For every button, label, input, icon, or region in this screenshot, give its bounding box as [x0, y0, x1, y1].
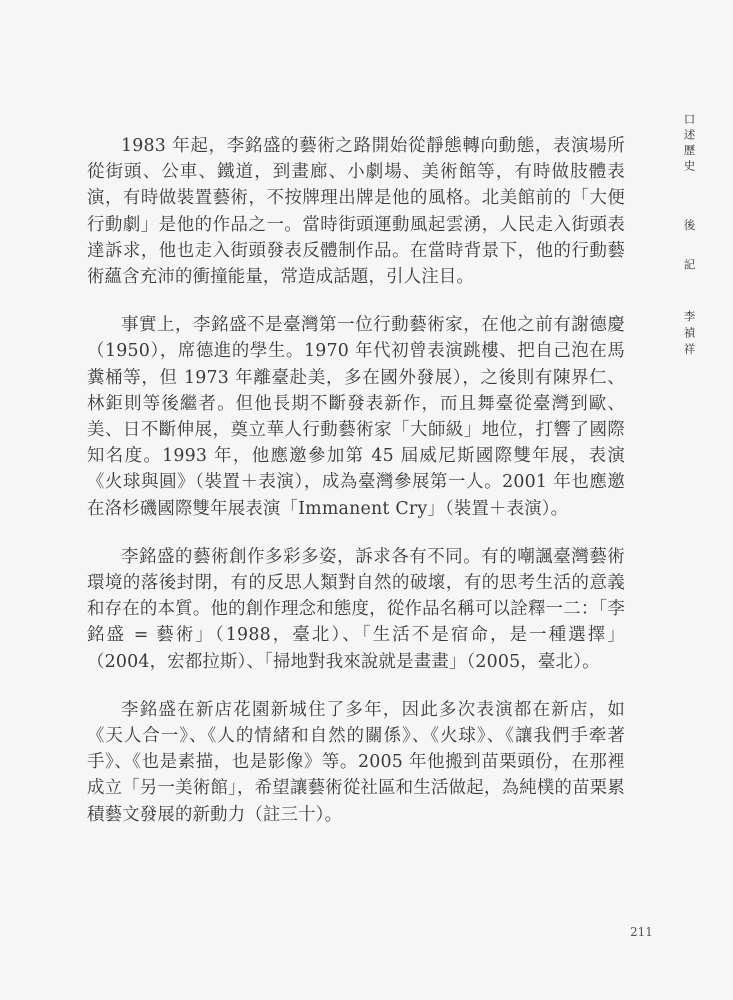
author-name: 李禎祥 [682, 310, 697, 360]
page-number: 211 [630, 925, 653, 939]
paragraph-4: 李銘盛在新店花園新城住了多年，因此多次表演都在新店，如《天人合一》、《人的情緒和自然的關係》、《火球》、《讓我們手牽著手》、《也是素描，也是影像》等。2005 年他搬到苗栗頭份，在那裡成立「另一美術館」，希望讓藝術從社區和生活做起，為純樸的苗栗累積藝文發展的新動力（註三十）。 [87, 699, 625, 825]
section-label-second: 記 [682, 258, 697, 272]
section-label [683, 219, 696, 272]
body-text [87, 133, 625, 850]
paragraph-2: 事實上，李銘盛不是臺灣第一位行動藝術家，在他之前有謝德慶（1950），席德進的學生。1970 年代初曾表演跳樓、把自己泡在馬糞桶等，但 1973 年離臺赴美，多在國外發展），之後則有陳界仁、林鉅則等後繼者。但他長期不斷發表新作，而且舞臺從臺灣到歐、美、日不斷伸展，奠立華人行動藝術家「大師級」地位，打響了國際知名度。1993 年，他應邀參加第 45 屆威尼斯國際雙年展，表演《火球與圓》（裝置＋表演），成為臺灣參展第一人。2001 年也應邀在洛杉磯國際雙年展表演「Immanent Cry」（裝置＋表演）。 [87, 315, 625, 519]
running-header [676, 113, 702, 360]
paragraph-1: 1983 年起，李銘盛的藝術之路開始從靜態轉向動態，表演場所從街頭、公車、鐵道，到畫廊、小劇場、美術館等，有時做肢體表演，有時做裝置藝術，不按牌理出牌是他的風格。北美館前的「大便行動劇」是他的作品之一。當時街頭運動風起雲湧，人民走入街頭表達訴求，他也走入街頭發表反體制作品。在當時背景下，他的行動藝術蘊含充沛的衝撞能量，常造成話題，引人注目。 [87, 136, 625, 288]
paragraph-3: 李銘盛的藝術創作多彩多姿，訴求各有不同。有的嘲諷臺灣藝術環境的落後封閉，有的反思人類對自然的破壞，有的思考生活的意義和存在的本質。他的創作理念和態度，從作品名稱可以詮釋一二：「李銘盛 = 藝術」（1988，臺北）、「生活不是宿命，是一種選擇」（2004，宏都拉斯）、「掃地對我來說就是畫畫」（2005，臺北）。 [87, 546, 625, 672]
book-title: 口述歷史 [682, 113, 697, 175]
section-label-first: 後 [682, 219, 697, 233]
